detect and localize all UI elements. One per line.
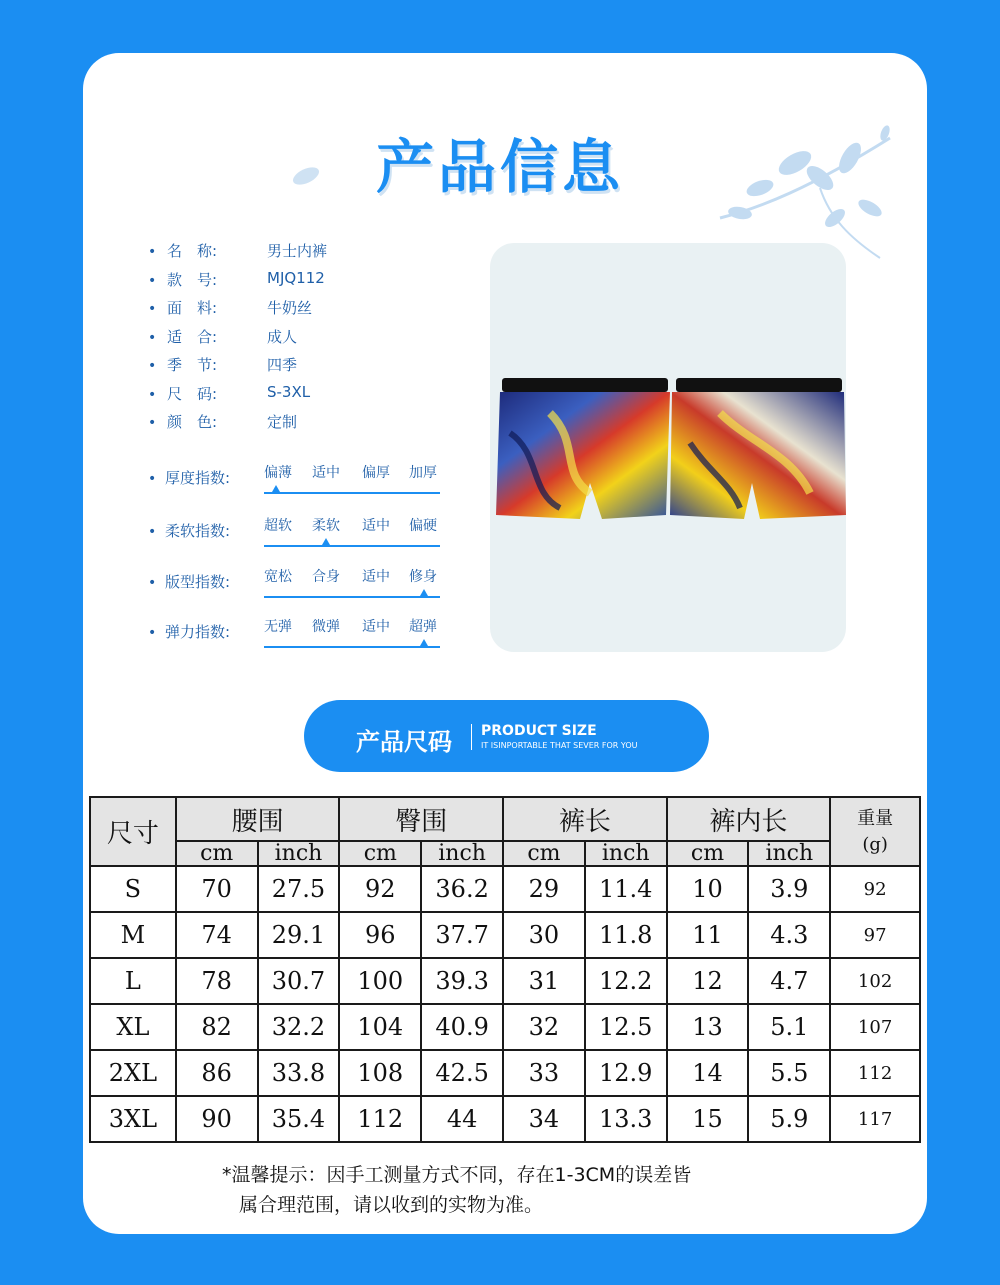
index-option: 适中 — [362, 569, 390, 585]
product-photo — [490, 243, 846, 652]
measure-cell: 13.3 — [585, 1096, 667, 1142]
size-banner-english-title: PRODUCT SIZE — [481, 723, 597, 739]
unit-cm: cm — [503, 841, 585, 866]
index-scale-line — [264, 596, 440, 598]
measure-cell: 11 — [667, 912, 749, 958]
index-scale-line — [264, 492, 440, 494]
index-option: 修身 — [409, 569, 437, 585]
weight-header — [830, 797, 920, 866]
measure-cell: 39.3 — [421, 958, 503, 1004]
measure-cell: 4.7 — [748, 958, 830, 1004]
measure-cell: 34 — [503, 1096, 585, 1142]
measure-cell: 86 — [176, 1050, 258, 1096]
measure-cell: 5.1 — [748, 1004, 830, 1050]
size-table-body — [90, 866, 920, 1142]
measure-cell: 74 — [176, 912, 258, 958]
bullet-icon: • — [148, 575, 157, 591]
index-option: 偏硬 — [409, 518, 437, 534]
measure-cell: 3.9 — [748, 866, 830, 912]
table-row — [90, 1050, 920, 1096]
index-options — [264, 515, 442, 541]
measure-cell: 31 — [503, 958, 585, 1004]
bullet-icon: • — [148, 358, 157, 374]
unit-cm: cm — [339, 841, 421, 866]
unit-inch: inch — [585, 841, 667, 866]
measure-cell: 44 — [421, 1096, 503, 1142]
info-key: 季 节: — [167, 356, 218, 374]
group-header-hip: 臀围 — [339, 797, 503, 841]
size-cell: S — [90, 866, 176, 912]
weight-cell: 102 — [830, 958, 920, 1004]
measure-cell: 5.5 — [748, 1050, 830, 1096]
measure-cell: 10 — [667, 866, 749, 912]
measure-cell: 78 — [176, 958, 258, 1004]
size-cell: 2XL — [90, 1050, 176, 1096]
index-label: 柔软指数: — [165, 522, 231, 540]
size-cell: 3XL — [90, 1096, 176, 1142]
info-value: S-3XL — [267, 382, 311, 401]
info-key: 颜 色: — [167, 413, 218, 431]
unit-cm: cm — [667, 841, 749, 866]
measure-cell: 92 — [339, 866, 421, 912]
measure-cell: 29 — [503, 866, 585, 912]
table-row — [90, 866, 920, 912]
measure-cell: 12.9 — [585, 1050, 667, 1096]
measure-cell: 112 — [339, 1096, 421, 1142]
unit-inch: inch — [748, 841, 830, 866]
measure-cell: 4.3 — [748, 912, 830, 958]
measure-cell: 36.2 — [421, 866, 503, 912]
weight-header-unit: (g) — [862, 833, 888, 855]
info-value: 成人 — [267, 327, 298, 346]
index-option: 无弹 — [264, 619, 292, 635]
weight-cell: 107 — [830, 1004, 920, 1050]
info-key: 款 号: — [167, 270, 218, 289]
measure-cell: 35.4 — [258, 1096, 340, 1142]
group-header-inseam: 裤内长 — [667, 797, 831, 841]
size-banner-title: 产品尺码 — [356, 728, 452, 756]
info-key: 面 料: — [167, 299, 218, 317]
info-value: 定制 — [267, 413, 298, 431]
bullet-icon: • — [148, 244, 157, 260]
bullet-icon: • — [148, 524, 157, 540]
measure-cell: 37.7 — [421, 912, 503, 958]
selected-marker-icon — [272, 485, 280, 492]
index-option: 适中 — [312, 465, 340, 481]
measurement-note — [222, 1160, 691, 1220]
note-line-1: *温馨提示：因手工测量方式不同，存在1-3CM的误差皆 — [222, 1164, 692, 1186]
index-option: 偏厚 — [362, 465, 390, 481]
measure-cell: 100 — [339, 958, 421, 1004]
measure-cell: 11.4 — [585, 866, 667, 912]
product-size-banner — [304, 700, 709, 772]
bullet-icon: • — [148, 471, 157, 487]
note-line-2: 属合理范围，请以收到的实物为准。 — [239, 1194, 544, 1216]
info-value: MJQ112 — [267, 268, 325, 287]
index-option: 超软 — [264, 518, 292, 534]
weight-header-label: 重量 — [857, 807, 894, 829]
measure-cell: 14 — [667, 1050, 749, 1096]
measure-cell: 40.9 — [421, 1004, 503, 1050]
measure-cell: 32 — [503, 1004, 585, 1050]
table-row — [90, 1096, 920, 1142]
weight-cell: 117 — [830, 1096, 920, 1142]
index-option: 适中 — [362, 619, 390, 635]
index-options — [264, 462, 442, 488]
measure-cell: 5.9 — [748, 1096, 830, 1142]
measure-cell: 13 — [667, 1004, 749, 1050]
measure-cell: 15 — [667, 1096, 749, 1142]
measure-cell: 12.2 — [585, 958, 667, 1004]
unit-cm: cm — [176, 841, 258, 866]
measure-cell: 42.5 — [421, 1050, 503, 1096]
measure-cell: 96 — [339, 912, 421, 958]
size-header: 尺寸 — [90, 797, 176, 866]
index-label: 版型指数: — [165, 573, 231, 591]
info-key: 尺 码: — [167, 384, 218, 403]
group-header-waist: 腰围 — [176, 797, 340, 841]
page-title: 产品信息 — [375, 133, 624, 201]
measure-cell: 32.2 — [258, 1004, 340, 1050]
selected-marker-icon — [420, 589, 428, 596]
bullet-icon: • — [148, 272, 157, 289]
size-cell: XL — [90, 1004, 176, 1050]
measure-cell: 104 — [339, 1004, 421, 1050]
index-option: 超弹 — [409, 619, 437, 635]
weight-cell: 97 — [830, 912, 920, 958]
info-value: 男士内裤 — [267, 242, 328, 260]
measure-cell: 29.1 — [258, 912, 340, 958]
index-option: 加厚 — [409, 465, 437, 481]
measure-cell: 33 — [503, 1050, 585, 1096]
bullet-icon: • — [148, 301, 157, 317]
group-header-length: 裤长 — [503, 797, 667, 841]
unit-inch: inch — [258, 841, 340, 866]
index-options — [264, 616, 442, 642]
info-key: 适 合: — [167, 327, 218, 346]
size-banner-english-subtitle: IT ISINPORTABLE THAT SEVER FOR YOU — [481, 741, 638, 750]
measure-cell: 70 — [176, 866, 258, 912]
table-row — [90, 912, 920, 958]
measure-cell: 108 — [339, 1050, 421, 1096]
index-option: 微弹 — [312, 619, 340, 635]
measure-cell: 33.8 — [258, 1050, 340, 1096]
selected-marker-icon — [322, 538, 330, 545]
index-scale-line — [264, 545, 440, 547]
measure-cell: 12 — [667, 958, 749, 1004]
index-option: 宽松 — [264, 569, 292, 585]
table-row — [90, 958, 920, 1004]
index-scale-line — [264, 646, 440, 648]
index-option: 柔软 — [312, 518, 340, 534]
index-label: 厚度指数: — [165, 469, 231, 487]
measure-cell: 12.5 — [585, 1004, 667, 1050]
info-value: 牛奶丝 — [267, 299, 313, 317]
measure-cell: 30 — [503, 912, 585, 958]
bullet-icon: • — [148, 625, 157, 641]
info-value: 四季 — [267, 356, 298, 374]
measure-cell: 82 — [176, 1004, 258, 1050]
unit-inch: inch — [421, 841, 503, 866]
index-option: 偏薄 — [264, 465, 292, 481]
index-label: 弹力指数: — [165, 623, 231, 641]
size-banner-divider — [471, 724, 472, 750]
weight-cell: 112 — [830, 1050, 920, 1096]
measure-cell: 30.7 — [258, 958, 340, 1004]
index-options — [264, 566, 442, 592]
measure-cell: 90 — [176, 1096, 258, 1142]
index-option: 适中 — [362, 518, 390, 534]
info-key: 名 称: — [167, 242, 218, 260]
measure-cell: 27.5 — [258, 866, 340, 912]
bullet-icon: • — [148, 415, 157, 431]
table-row — [90, 1004, 920, 1050]
boxer-briefs-image — [490, 243, 846, 652]
size-table — [89, 796, 921, 1143]
selected-marker-icon — [420, 639, 428, 646]
bullet-icon: • — [148, 386, 157, 403]
weight-cell: 92 — [830, 866, 920, 912]
bullet-icon: • — [148, 329, 157, 346]
measure-cell: 11.8 — [585, 912, 667, 958]
size-cell: L — [90, 958, 176, 1004]
index-option: 合身 — [312, 569, 340, 585]
size-cell: M — [90, 912, 176, 958]
